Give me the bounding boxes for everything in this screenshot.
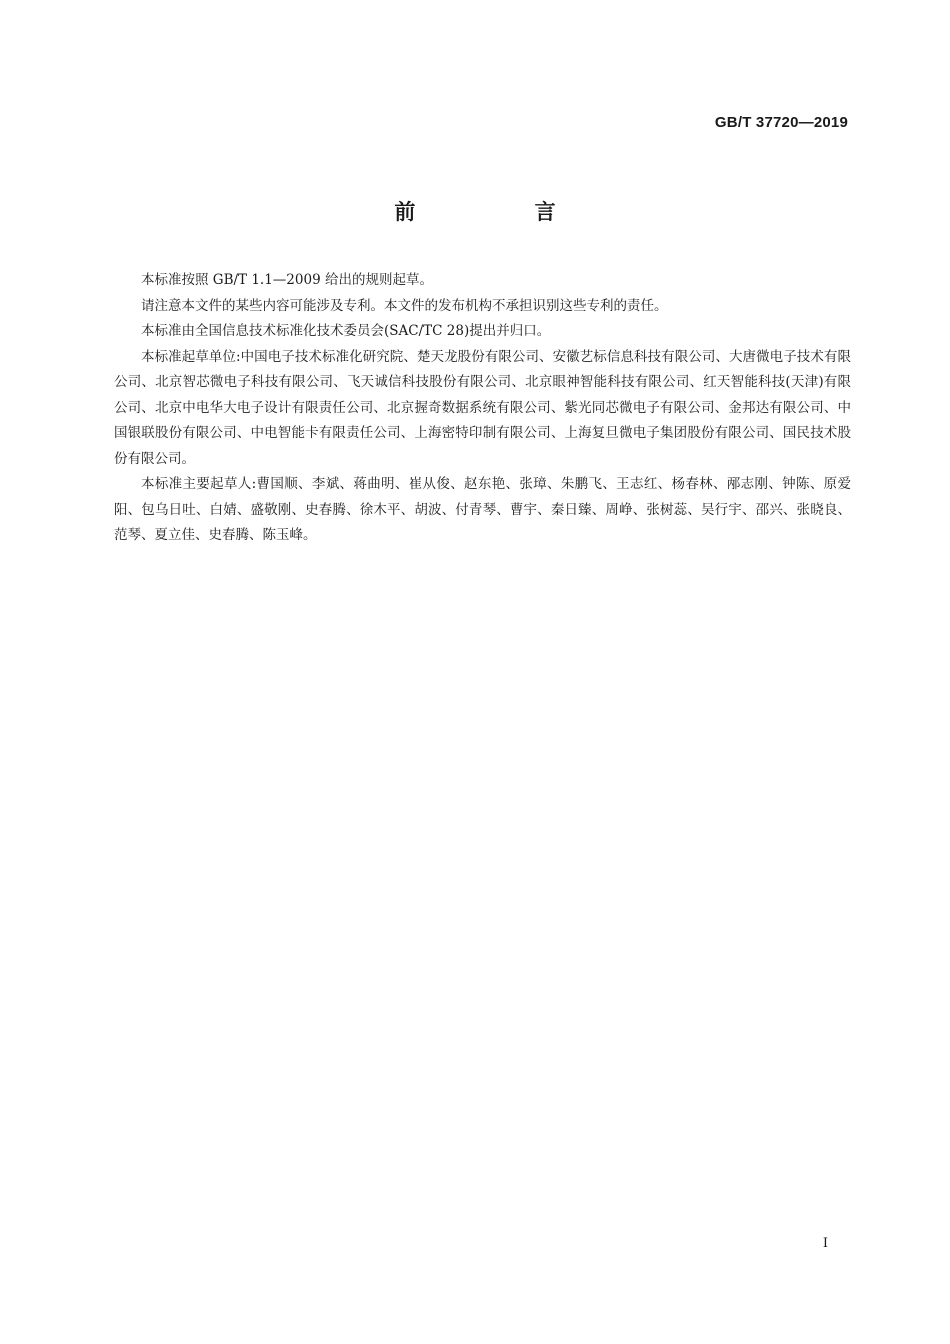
paragraph-proposer: 本标准由全国信息技术标准化技术委员会(SAC/TC 28)提出并归口。 — [141, 323, 551, 339]
page-number: I — [822, 1236, 828, 1251]
paragraph-patent-notice: 请注意本文件的某些内容可能涉及专利。本文件的发布机构不承担识别这些专利的责任。 — [141, 297, 668, 314]
paragraph-drafting-rules: 本标准按照 GB/T 1.1—2009 给出的规则起草。 — [141, 272, 433, 288]
standard-code: GB/T 37720—2019 — [714, 114, 848, 131]
foreword-body — [114, 268, 851, 549]
paragraph-main-drafters: 本标准主要起草人:曹国顺、李斌、蒋曲明、崔从俊、赵东艳、张璋、朱鹏飞、王志红、杨春林、邴志刚、钟陈、原爱阳、包乌日吐、白婧、盛敬刚、史春腾、徐木平、胡波、付青琴、曹宇、秦日臻、周峥、张树蕊、吴行宇、邵兴、张晓良、范琴、夏立佳、史春腾、陈玉峰。 — [114, 476, 851, 543]
paragraph-drafting-units: 本标准起草单位:中国电子技术标准化研究院、楚天龙股份有限公司、安徽艺标信息科技有限公司、大唐微电子技术有限公司、北京智芯微电子科技有限公司、飞天诚信科技股份有限公司、北京眼神智能科技有限公司、红天智能科技(天津)有限公司、北京中电华大电子设计有限责任公司、北京握奇数据系统有限公司、紫光同芯微电子有限公司、金邦达有限公司、中国银联股份有限公司、中电智能卡有限责任公司、上海密特印制有限公司、上海复旦微电子集团股份有限公司、国民技术股份有限公司。 — [114, 348, 851, 467]
page-title: 前 言 — [394, 200, 612, 224]
